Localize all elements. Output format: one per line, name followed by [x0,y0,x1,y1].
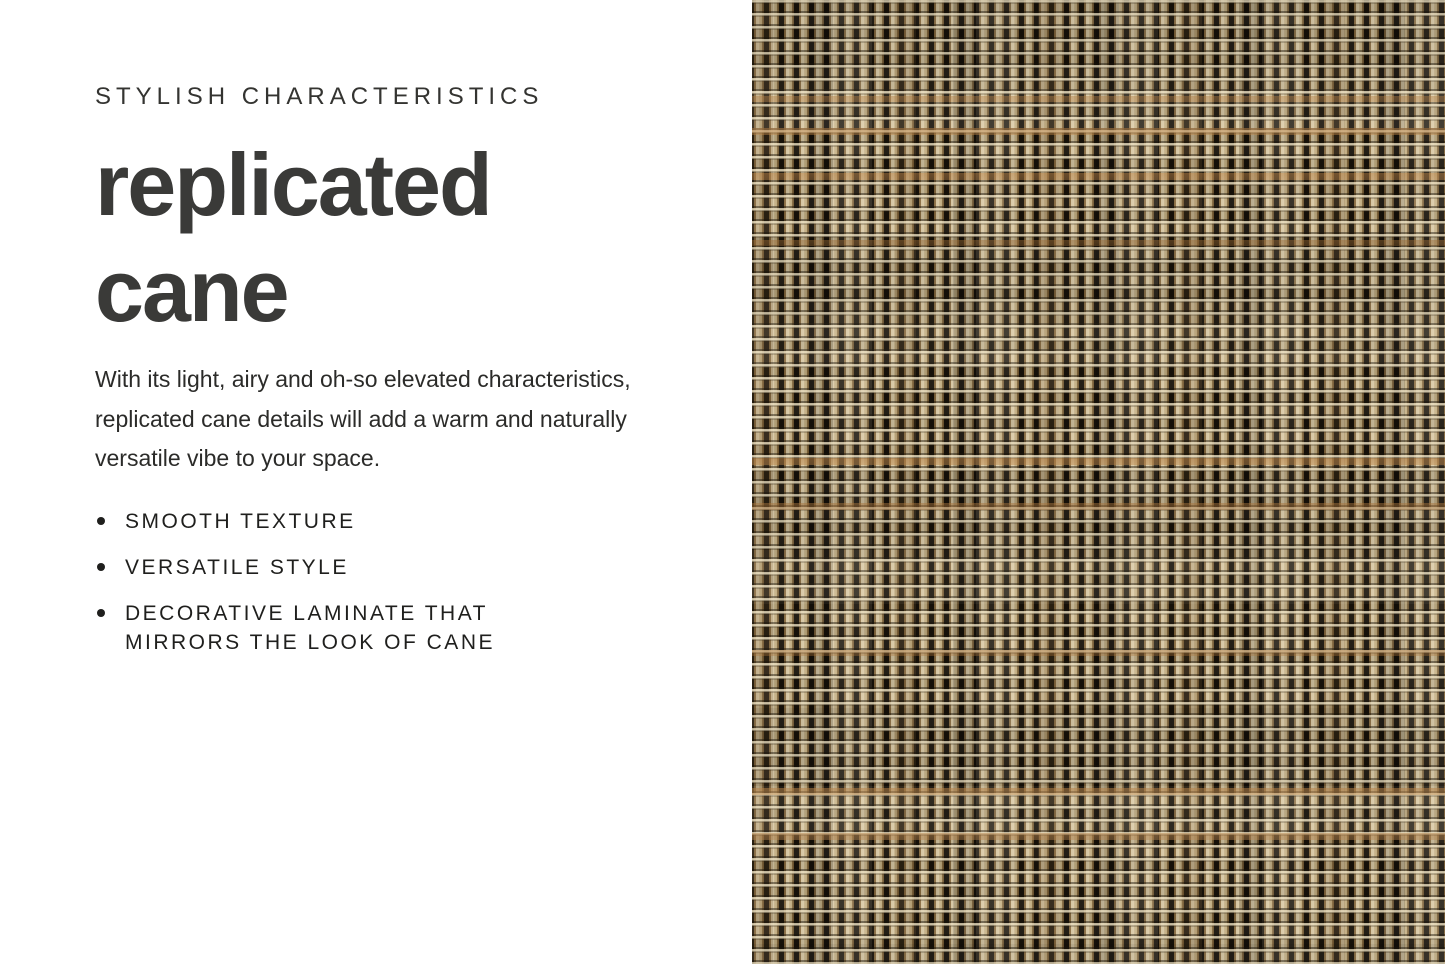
page-title [95,132,712,344]
list-item [95,553,712,582]
bullet-icon [97,609,105,617]
page-title-line-1: replicated [95,135,491,234]
feature-label: DECORATIVE LAMINATE THAT MIRRORS THE LOOK OF CANE [125,601,495,654]
feature-label: VERSATILE STYLE [125,555,349,579]
eyebrow-label: STYLISH CHARACTERISTICS [95,83,544,110]
bullet-icon [97,563,105,571]
cane-texture-image [752,0,1445,964]
feature-label: SMOOTH TEXTURE [125,509,356,533]
description-text: With its light, airy and oh-so elevated characteristics, replicated cane details will add a warm and naturally versatile vibe to your space. [95,366,631,471]
list-item [95,599,712,657]
bullet-icon [97,517,105,525]
feature-list [95,507,712,657]
page-title-line-2: cane [95,241,288,340]
list-item [95,507,712,536]
